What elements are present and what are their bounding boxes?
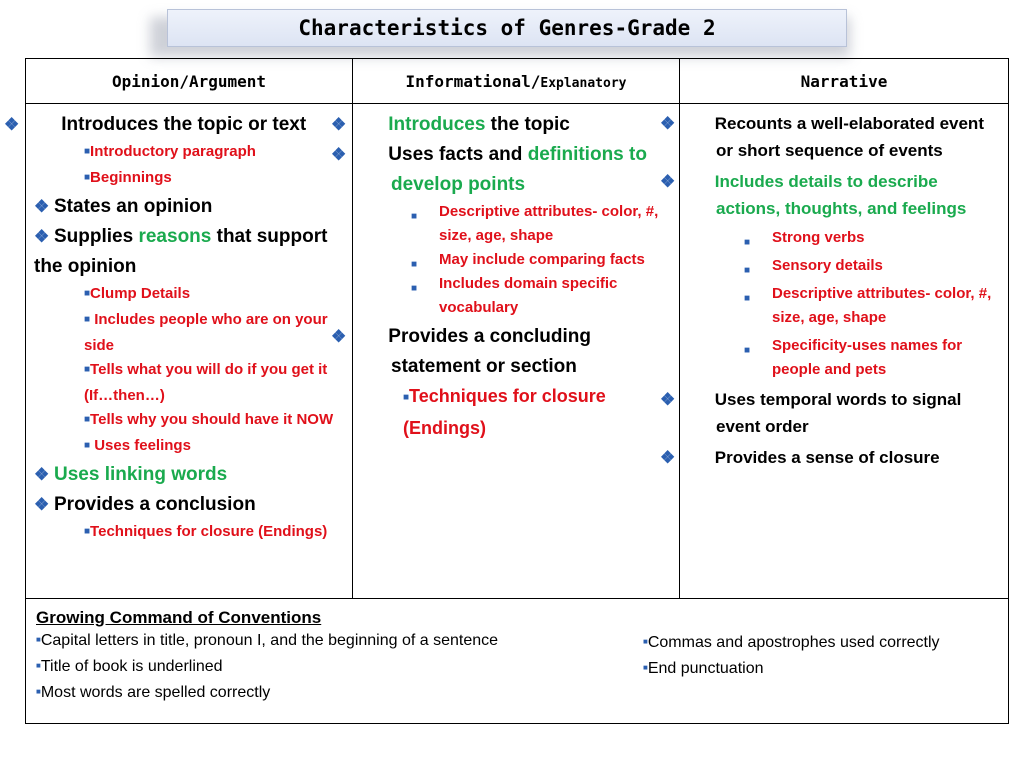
conventions-left-2: ■Title of book is underlined: [36, 658, 223, 675]
info-item-1: ❖ Introduces the topic: [361, 110, 671, 140]
square-bullet-icon: ■: [84, 364, 91, 375]
narrative-item-4: ❖ Provides a sense of closure: [688, 444, 1000, 471]
diamond-bullet-icon: ❖: [34, 495, 50, 514]
opinion-sub-7: ■ Uses feelings: [84, 437, 191, 454]
square-bullet-icon: ■: [36, 635, 41, 644]
conventions-left-1: ■Capital letters in title, pronoun I, and the beginning of a sentence: [36, 632, 499, 649]
conventions-right: [643, 631, 940, 683]
square-bullet-icon: ■: [643, 637, 648, 646]
info-sub-2: ■ May include comparing facts: [411, 248, 671, 272]
narrative-sub-3: ■ Descriptive attributes- color, #, size, age, shape: [744, 285, 992, 326]
info-sub-4: ■Techniques for closure (Endings): [403, 386, 606, 438]
square-bullet-icon: ■: [84, 288, 91, 299]
square-bullet-icon: ■: [643, 663, 648, 672]
narrative-item-1: ❖ Recounts a well-elaborated event or short sequence of events: [688, 110, 1000, 164]
diamond-bullet-icon: ❖: [331, 115, 347, 134]
header-row: [26, 59, 1009, 104]
opinion-column: [4, 104, 353, 599]
narrative-item-2: ❖ Includes details to describe actions, thoughts, and feelings: [688, 168, 1000, 222]
conventions-cell: [26, 599, 1009, 724]
narrative-sub-1: ■ Strong verbs: [744, 226, 1000, 250]
square-bullet-icon: ■: [411, 283, 418, 294]
narrative-item-3: ❖ Uses temporal words to signal event order: [688, 386, 1000, 440]
opinion-item-2: ❖ States an opinion: [34, 192, 344, 222]
opinion-sub-2: ■Beginnings: [84, 169, 172, 186]
opinion-item-1: ❖ Introduces the topic or text: [34, 110, 344, 140]
square-bullet-icon: ■: [84, 526, 91, 537]
header-opinion: Opinion/Argument: [26, 59, 353, 104]
opinion-sub-4: ■ Includes people who are on your side: [84, 311, 328, 354]
conventions-left-3: ■Most words are spelled correctly: [36, 684, 271, 701]
diamond-bullet-icon: ❖: [660, 448, 676, 467]
narrative-column: [660, 104, 1009, 599]
square-bullet-icon: ■: [744, 265, 751, 276]
opinion-sub-8: ■Techniques for closure (Endings): [84, 523, 328, 540]
info-item-2: ❖ Uses facts and definitions to develop points: [361, 140, 671, 200]
square-bullet-icon: ■: [36, 661, 41, 670]
narrative-sub-4: ■ Specificity-uses names for people and pets: [744, 337, 963, 378]
diamond-bullet-icon: ❖: [331, 145, 347, 164]
opinion-sub-5: ■Tells what you will do if you get it (If…then…): [84, 361, 328, 404]
square-bullet-icon: ■: [84, 146, 91, 157]
opinion-item-4: ❖ Uses linking words: [34, 460, 344, 490]
info-item-3: ❖ Provides a concluding statement or section: [361, 322, 671, 382]
square-bullet-icon: ■: [84, 440, 91, 451]
conventions-right-2: ■End punctuation: [643, 660, 764, 677]
square-bullet-icon: ■: [744, 293, 751, 304]
diamond-bullet-icon: ❖: [34, 197, 50, 216]
square-bullet-icon: ■: [84, 314, 91, 325]
content-row: [26, 104, 1009, 599]
square-bullet-icon: ■: [411, 211, 418, 222]
square-bullet-icon: ■: [84, 414, 91, 425]
diamond-bullet-icon: ❖: [660, 114, 676, 133]
square-bullet-icon: ■: [36, 687, 41, 696]
square-bullet-icon: ■: [744, 345, 751, 356]
square-bullet-icon: ■: [744, 237, 751, 248]
diamond-bullet-icon: ❖: [34, 465, 50, 484]
conventions-heading: Growing Command of Conventions: [36, 608, 322, 627]
narrative-sub-2: ■ Sensory details: [744, 254, 1000, 278]
slide-title: [167, 9, 847, 47]
header-narrative: Narrative: [680, 59, 1009, 104]
genres-table: [4, 58, 1009, 724]
diamond-bullet-icon: ❖: [331, 327, 347, 346]
opinion-item-3: ❖ Supplies reasons that support the opinion: [34, 222, 344, 282]
diamond-bullet-icon: ❖: [660, 172, 676, 191]
square-bullet-icon: ■: [411, 259, 418, 270]
diamond-bullet-icon: ❖: [34, 227, 50, 246]
diamond-bullet-icon: ❖: [4, 115, 20, 134]
opinion-sub-3: ■Clump Details: [84, 285, 191, 302]
square-bullet-icon: ■: [84, 172, 91, 183]
informational-column: [331, 104, 680, 599]
header-informational: Informational/Explanatory: [353, 59, 680, 104]
diamond-bullet-icon: ❖: [660, 390, 676, 409]
slide-title-text: Characteristics of Genres-Grade 2: [298, 16, 716, 40]
opinion-item-5: ❖ Provides a conclusion: [34, 490, 344, 520]
opinion-sub-1: ■Introductory paragraph: [84, 143, 256, 160]
info-sub-3: ■ Includes domain specific vocabulary: [411, 275, 618, 316]
info-sub-1: ■ Descriptive attributes- color, #, size, age, shape: [411, 203, 659, 244]
opinion-sub-6: ■Tells why you should have it NOW: [84, 411, 334, 428]
conventions-right-1: ■Commas and apostrophes used correctly: [643, 634, 940, 651]
square-bullet-icon: ■: [403, 392, 410, 403]
conventions-row: [26, 599, 1009, 724]
